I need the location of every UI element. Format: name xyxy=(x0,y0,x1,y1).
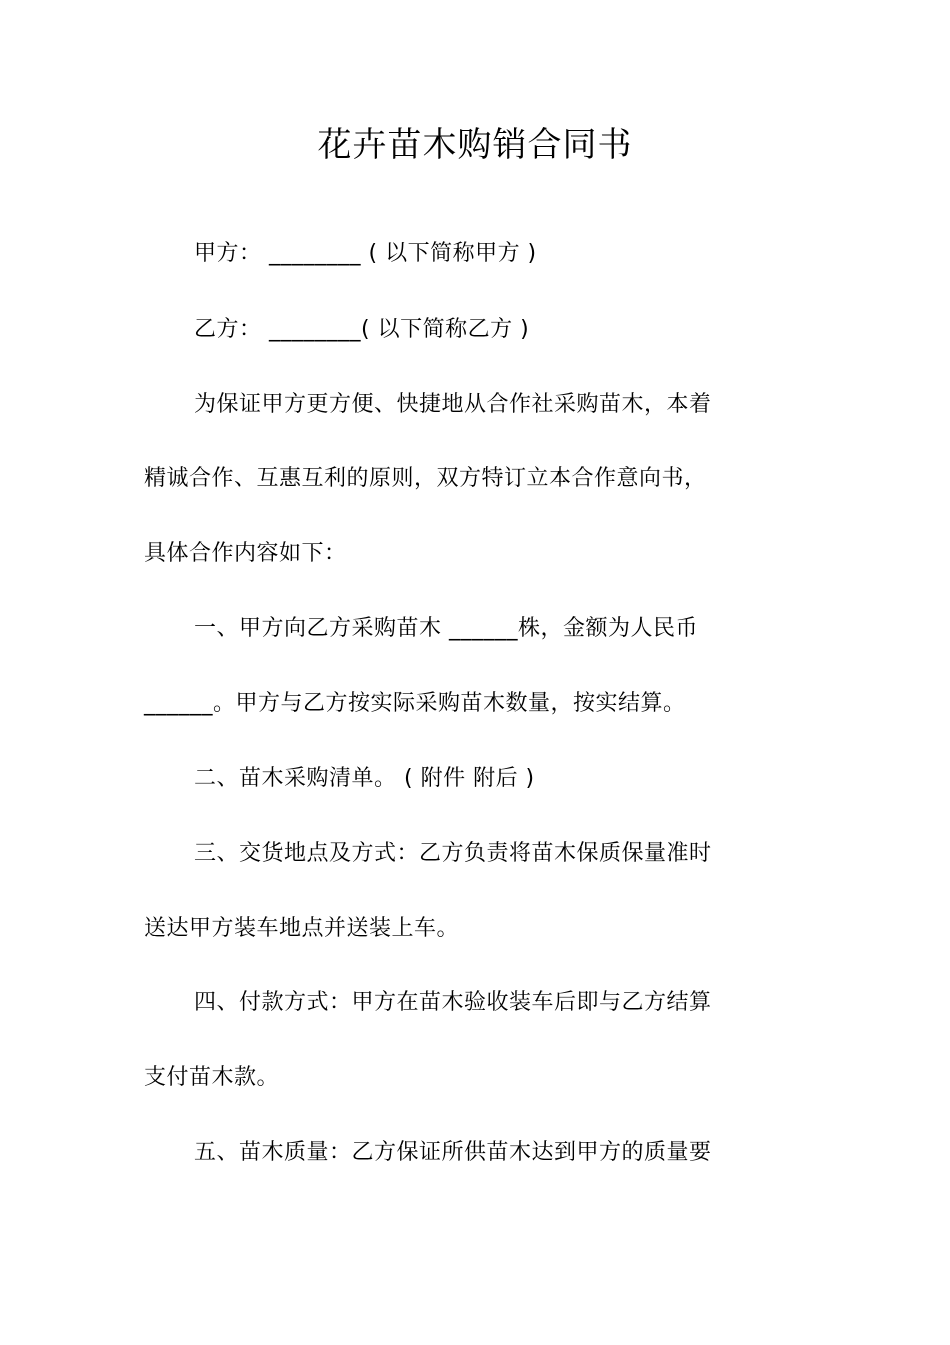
clause-1-line: 一、甲方向乙方采购苗木 ______株，金额为人民币 xyxy=(194,616,698,641)
clause-1-continuation: ______。甲方与乙方按实际采购苗木数量，按实结算。 xyxy=(144,691,686,716)
clause-4-continuation: 支付苗木款。 xyxy=(144,1065,280,1090)
party-b-line: 乙方： ________( 以下简称乙方 ) xyxy=(194,317,530,342)
clause-2-line: 二、苗木采购清单。 ( 附件 附后 ) xyxy=(194,766,535,791)
paragraph-line: 为保证甲方更方便、快捷地从合作社采购苗木，本着 xyxy=(194,392,712,417)
document-title: 花卉苗木购销合同书 xyxy=(317,125,633,165)
party-a-line: 甲方： ________ ( 以下简称甲方 ) xyxy=(194,241,537,266)
clause-5-line: 五、苗木质量：乙方保证所供苗木达到甲方的质量要 xyxy=(194,1140,712,1165)
clause-3-continuation: 送达甲方装车地点并送装上车。 xyxy=(144,916,460,941)
paragraph-line: 具体合作内容如下： xyxy=(144,541,347,566)
clause-4-line: 四、付款方式：甲方在苗木验收装车后即与乙方结算 xyxy=(194,990,712,1015)
paragraph-line: 精诚合作、互惠互利的原则，双方特订立本合作意向书， xyxy=(144,466,707,491)
clause-3-line: 三、交货地点及方式：乙方负责将苗木保质保量准时 xyxy=(194,841,712,866)
